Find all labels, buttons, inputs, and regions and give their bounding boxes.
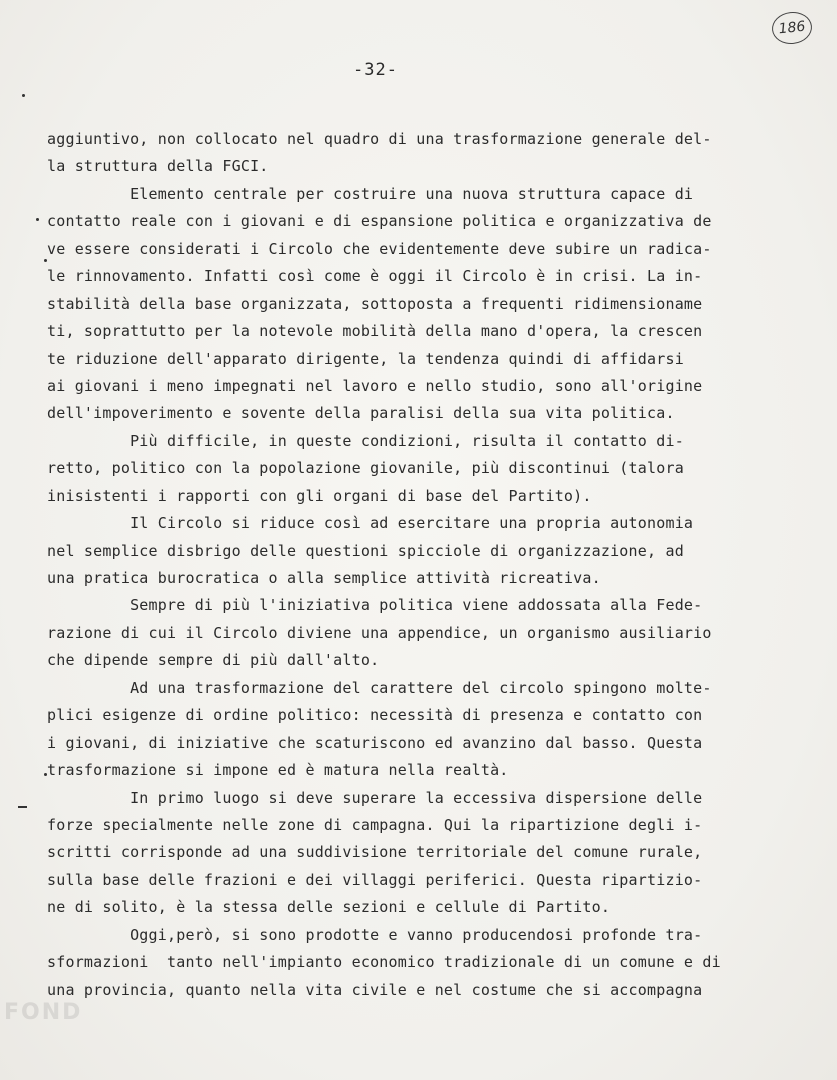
text-line: Oggi,però, si sono prodotte e vanno producendosi profonde tra- (47, 925, 703, 944)
text-line: ne di solito, è la stessa delle sezioni e cellule di Partito. (47, 898, 611, 917)
text-line: le rinnovamento. Infatti così come è oggi il Circolo è in crisi. La in- (47, 267, 703, 286)
text-line: che dipende sempre di più dall'alto. (47, 651, 380, 670)
text-line: nel semplice disbrigo delle questioni spicciole di organizzazione, ad (47, 541, 684, 560)
text-line: i giovani, di iniziative che scaturiscono ed avanzino dal basso. Questa (47, 733, 703, 752)
text-line: razione di cui il Circolo diviene una appendice, un organismo ausiliario (47, 623, 712, 642)
text-line: te riduzione dell'apparato dirigente, la tendenza quindi di affidarsi (47, 349, 684, 368)
margin-dot (22, 94, 25, 97)
text-line: sulla base delle frazioni e dei villaggi periferici. Questa ripartizio- (47, 870, 703, 889)
text-line: Elemento centrale per costruire una nuova struttura capace di (47, 184, 694, 203)
text-line: Più difficile, in queste condizioni, risulta il contatto di- (47, 431, 684, 450)
text-line: aggiuntivo, non collocato nel quadro di una trasformazione generale del- (47, 130, 712, 148)
text-line: forze specialmente nelle zone di campagna. Qui la ripartizione degli i- (47, 815, 703, 834)
body-text (47, 126, 787, 1004)
archive-stamp: 186 (770, 10, 813, 46)
text-line: sformazioni tanto nell'impianto economico tradizionale di un comune e di (47, 953, 721, 972)
page-number: -32- (353, 60, 398, 80)
text-line: dell'impoverimento e sovente della paralisi della sua vita politica. (47, 404, 675, 423)
margin-dash (18, 806, 27, 808)
text-line: Il Circolo si riduce così ad esercitare una propria autonomia (47, 514, 694, 533)
text-line: plici esigenze di ordine politico: necessità di presenza e contatto con (47, 706, 703, 725)
text-line: la struttura della FGCI. (47, 157, 269, 176)
text-line: In primo luogo si deve superare la eccessiva dispersione delle (47, 788, 703, 807)
text-line: scritti corrisponde ad una suddivisione territoriale del comune rurale, (47, 843, 703, 862)
text-line: ti, soprattutto per la notevole mobilità della mano d'opera, la crescen (47, 322, 703, 341)
watermark: FOND (4, 1000, 83, 1025)
text-line: contatto reale con i giovani e di espansione politica e organizzativa de (47, 212, 712, 231)
margin-dot (36, 218, 39, 221)
text-line: una pratica burocratica o alla semplice attività ricreativa. (47, 569, 601, 587)
text-line: stabilità della base organizzata, sottoposta a frequenti ridimensioname (47, 294, 703, 313)
text-line: trasformazione si impone ed è matura nella realtà. (47, 761, 509, 780)
text-line: una provincia, quanto nella vita civile e nel costume che si accompagna (47, 980, 703, 999)
text-line: Ad una trasformazione del carattere del circolo spingono molte- (47, 678, 712, 697)
text-line: Sempre di più l'iniziativa politica viene addossata alla Fede- (47, 596, 703, 615)
text-line: inisistenti i rapporti con gli organi di base del Partito). (47, 486, 592, 505)
text-line: ve essere considerati i Circolo che evidentemente deve subire un radica- (47, 239, 712, 258)
text-line: retto, politico con la popolazione giovanile, più discontinui (talora (47, 459, 684, 478)
text-line: ai giovani i meno impegnati nel lavoro e nello studio, sono all'origine (47, 376, 703, 395)
